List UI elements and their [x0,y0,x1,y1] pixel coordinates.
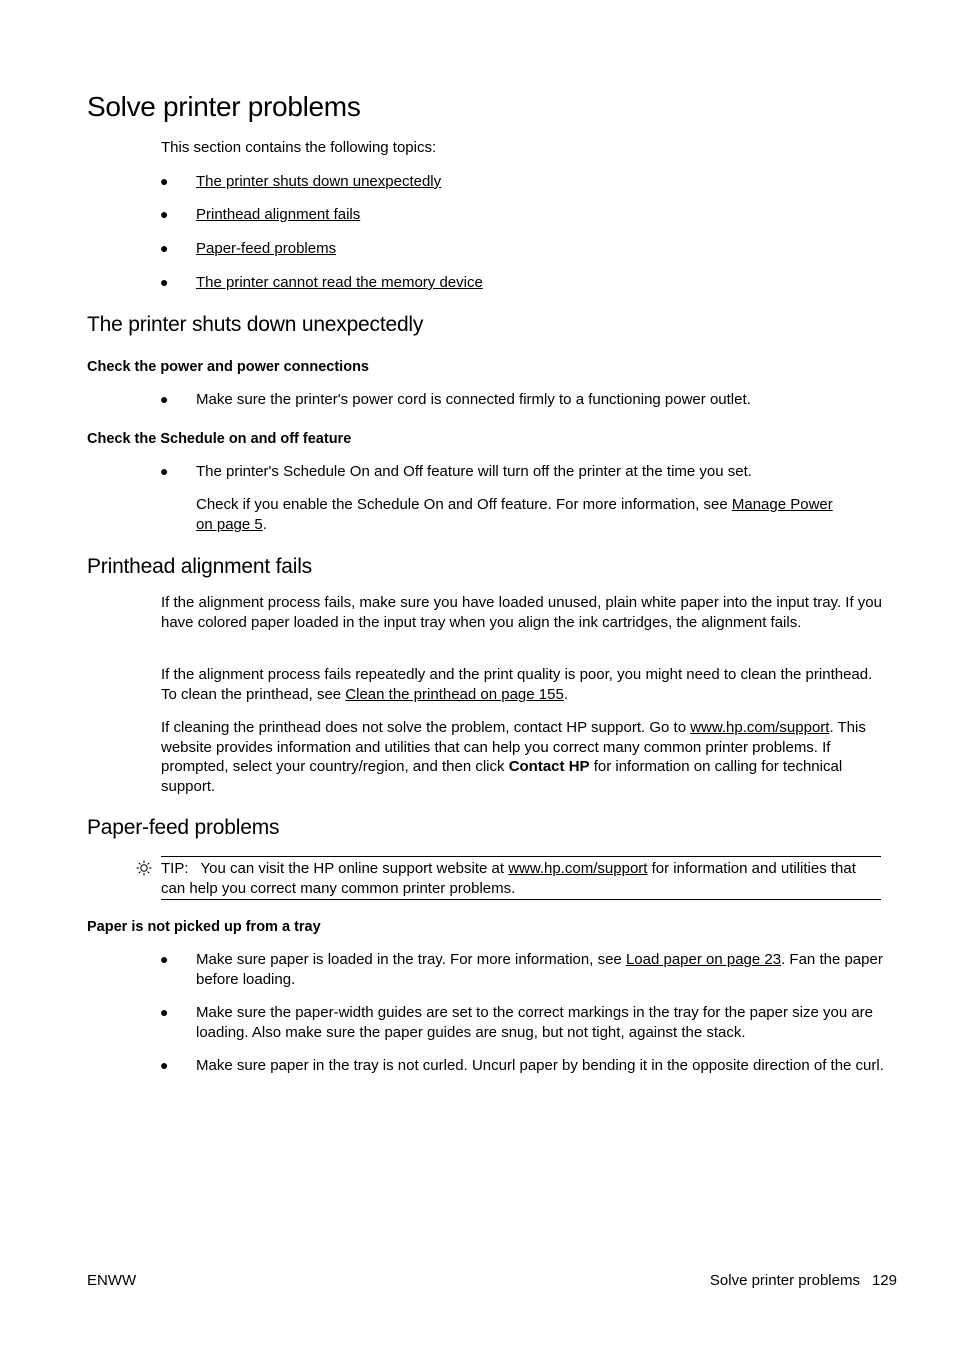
heading-alignment: Printhead alignment fails [87,555,312,578]
toc-link-alignment[interactable]: Printhead alignment fails [196,206,361,223]
page-number: 129 [871,1272,897,1289]
alignment-paragraph-1: If the alignment process fails, make sure you have loaded unused, plain white paper into the input tray. If you have colored paper loaded in the input tray when you align the ink cartridges, the alignment fails. [161,594,882,631]
alignment-paragraph-2: If the alignment process fails repeatedly and the print quality is poor, you might need to clean the printhead. To clean the printhead, see Clean the printhead on page 155. [161,666,873,703]
footer-right [710,1272,897,1289]
contact-hp-label: Contact HP [508,758,590,775]
toc-link-paper-feed[interactable]: Paper-feed problems [196,240,337,257]
bullet-icon: ● [160,463,169,479]
hp-support-link-tip[interactable]: www.hp.com/support [508,860,648,877]
clean-printhead-link[interactable]: Clean the printhead on page 155 [345,685,564,703]
heading-paper-feed: Paper-feed problems [87,816,280,839]
bullet-icon: ● [160,391,169,407]
bullet-icon: ● [160,951,169,967]
schedule-text: The printer's Schedule On and Off feature will turn off the printer at the time you set. [196,463,752,480]
heading-shutdown: The printer shuts down unexpectedly [87,313,424,336]
manage-power-link-page[interactable]: on page 5 [196,515,263,533]
bullet-icon: ● [160,173,169,189]
tip-box: TIP: You can visit the HP online support website at www.hp.com/support for information and utilities that can help you correct many common printer problems. [161,856,881,900]
tip-label: TIP: [161,860,189,877]
paper-curl-text: Make sure paper in the tray is not curled. Uncurl paper by bending it in the opposite direction of the curl. [196,1057,884,1074]
footer-enww: ENWW [87,1272,137,1289]
power-cord-text: Make sure the printer's power cord is connected firmly to a functioning power outlet. [196,391,751,408]
bullet-icon: ● [160,1004,169,1020]
tip-lightbulb-icon [136,860,152,876]
paper-guides-text: Make sure the paper-width guides are set to the correct markings in the tray for the paper size you are loading. Also make sure the paper guides are snug, but not tight, against the stack. [196,1004,874,1041]
bullet-icon: ● [160,1057,169,1073]
subheading-power: Check the power and power connections [87,359,369,375]
bullet-icon: ● [160,240,169,256]
paper-loaded-text: Make sure paper is loaded in the tray. For more information, see Load paper on page 23. Fan the paper before loading. [196,951,883,988]
subheading-paper-not-picked: Paper is not picked up from a tray [87,919,321,935]
subheading-schedule: Check the Schedule on and off feature [87,431,352,447]
hp-support-link[interactable]: www.hp.com/support [690,719,830,736]
load-paper-link[interactable]: Load paper on page 23 [625,951,782,968]
toc-link-memory-device[interactable]: The printer cannot read the memory device [196,274,483,291]
bullet-icon: ● [160,274,169,290]
manage-power-link[interactable]: Manage Power [731,496,833,513]
alignment-paragraph-3: If cleaning the printhead does not solve the problem, contact HP support. Go to www.hp.com/support. This website provides information and utilities that can help you correct many common printer problems. If prompted, select your country/region, and then click Contact HP for information on calling for technical support. [161,719,866,795]
intro-text: This section contains the following topics: [161,139,437,156]
footer-section-title: Solve printer problems [709,1272,860,1289]
toc-link-shutdown[interactable]: The printer shuts down unexpectedly [196,173,442,190]
schedule-paragraph: Check if you enable the Schedule On and Off feature. For more information, see Manage Power on page 5. [196,496,833,533]
page-title: Solve printer problems [87,91,361,122]
bullet-icon: ● [160,206,169,222]
